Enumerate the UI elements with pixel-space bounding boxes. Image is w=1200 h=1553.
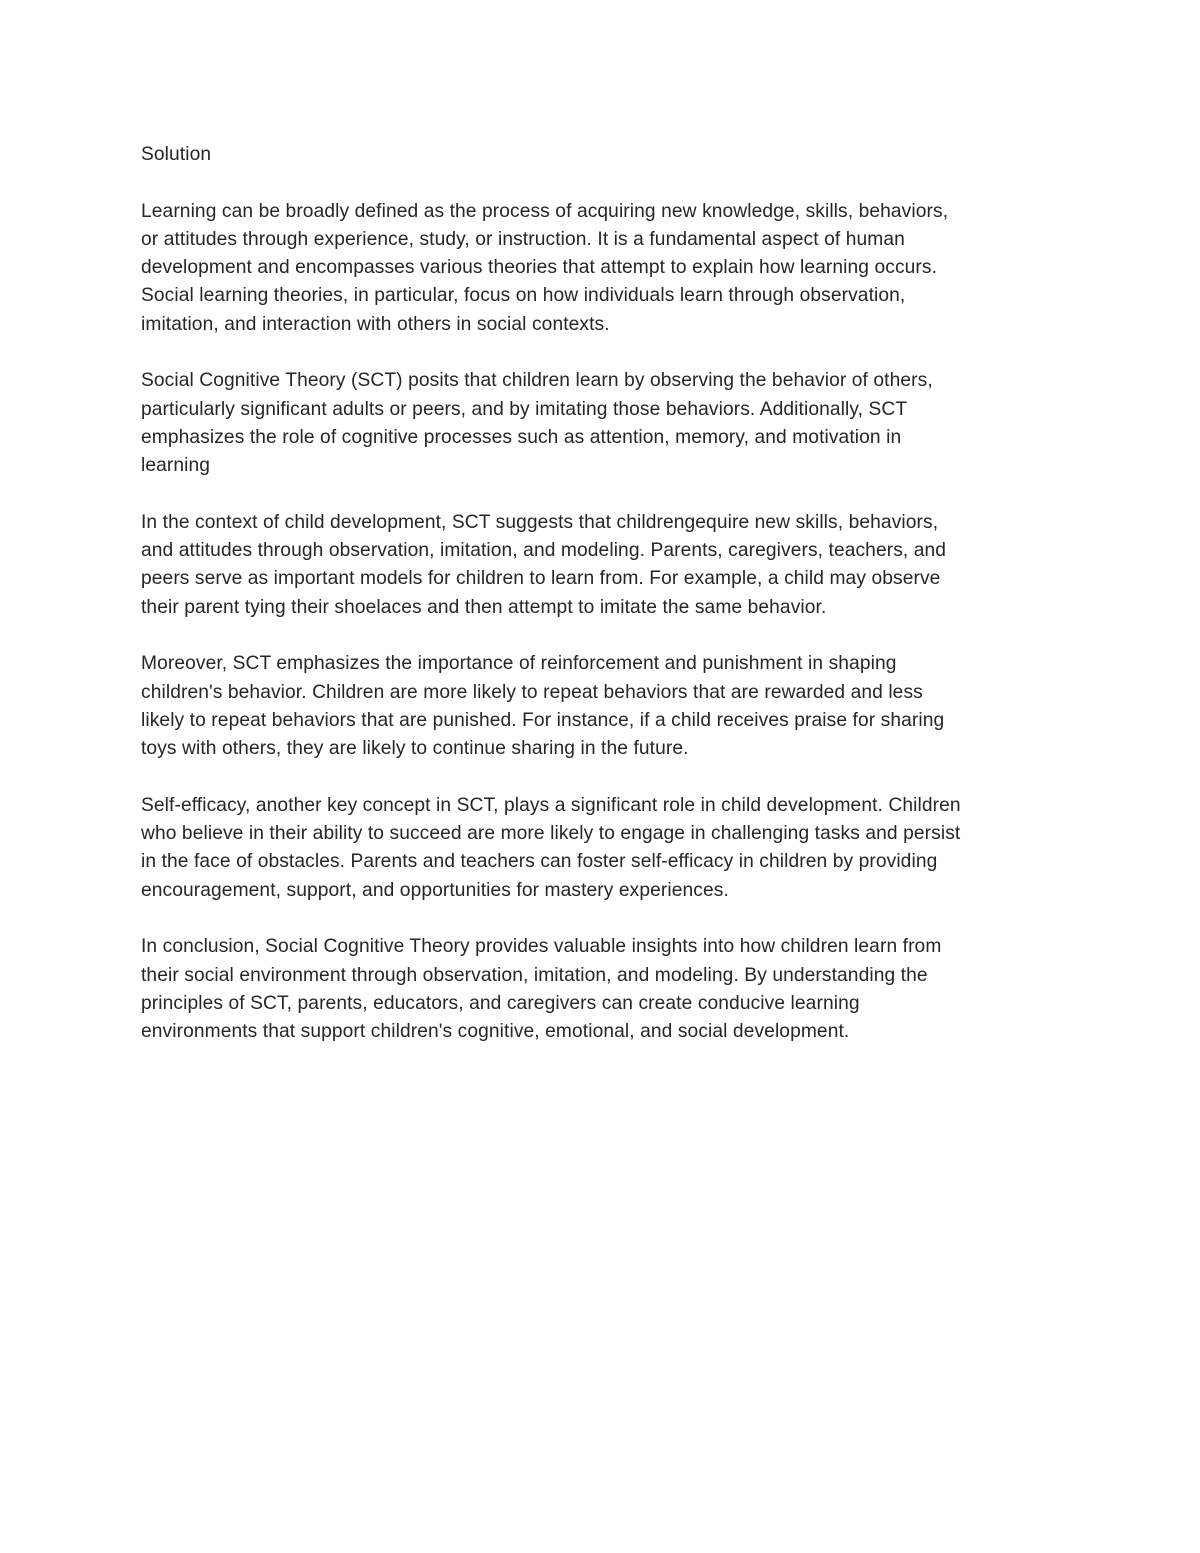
paragraph-sct-overview: [141, 367, 1066, 480]
paragraph-conclusion: [141, 933, 1066, 1046]
paragraph-definition: [141, 198, 1066, 339]
paragraph-reinforcement: [141, 650, 1066, 763]
paragraph-line: emphasizes the role of cognitive processes such as attention, memory, and motivation in: [141, 426, 902, 448]
paragraph-line: children's behavior. Children are more likely to repeat behaviors that are rewarded and less: [141, 681, 923, 703]
paragraph-line: toys with others, they are likely to continue sharing in the future.: [141, 738, 689, 760]
paragraph-line: in the face of obstacles. Parents and teachers can foster self-efficacy in children by providing: [141, 851, 938, 873]
paragraph-child-development: [141, 509, 1066, 622]
paragraph-line: In the context of child development, SCT suggests that childrengequire new skills, behaviors,: [141, 511, 939, 533]
paragraph-line: particularly significant adults or peers, and by imitating those behaviors. Additionally, SCT: [141, 398, 908, 420]
paragraph-line: who believe in their ability to succeed are more likely to engage in challenging tasks and persist: [141, 823, 961, 845]
paragraph-line: peers serve as important models for children to learn from. For example, a child may observe: [141, 568, 941, 590]
paragraph-line: encouragement, support, and opportunities for mastery experiences.: [141, 879, 729, 901]
paragraph-line: environments that support children's cognitive, emotional, and social development.: [141, 1021, 850, 1043]
document-body: [141, 141, 1066, 1075]
paragraph-self-efficacy: [141, 792, 1066, 905]
paragraph-line: their parent tying their shoelaces and then attempt to imitate the same behavior.: [141, 596, 827, 618]
paragraph-line: their social environment through observation, imitation, and modeling. By understanding the: [141, 964, 928, 986]
paragraph-line: imitation, and interaction with others in social contexts.: [141, 313, 610, 335]
paragraph-line: Learning can be broadly defined as the process of acquiring new knowledge, skills, behaviors,: [141, 200, 949, 222]
document-heading: Solution: [141, 144, 212, 165]
paragraph-line: principles of SCT, parents, educators, and caregivers can create conducive learning: [141, 992, 860, 1014]
paragraph-line: development and encompasses various theories that attempt to explain how learning occurs.: [141, 257, 938, 279]
paragraph-line: and attitudes through observation, imitation, and modeling. Parents, caregivers, teachers, and: [141, 540, 947, 562]
paragraph-line: Social learning theories, in particular, focus on how individuals learn through observation,: [141, 285, 906, 307]
paragraph-line: Moreover, SCT emphasizes the importance of reinforcement and punishment in shaping: [141, 653, 897, 675]
paragraph-line: learning: [141, 455, 211, 477]
paragraph-line: likely to repeat behaviors that are punished. For instance, if a child receives praise for sharing: [141, 709, 945, 731]
paragraph-line: or attitudes through experience, study, or instruction. It is a fundamental aspect of human: [141, 228, 905, 250]
paragraph-line: Self-efficacy, another key concept in SCT, plays a significant role in child development. Children: [141, 794, 961, 816]
paragraph-line: Social Cognitive Theory (SCT) posits that children learn by observing the behavior of others,: [141, 370, 933, 392]
paragraph-line: In conclusion, Social Cognitive Theory provides valuable insights into how children learn from: [141, 936, 942, 958]
